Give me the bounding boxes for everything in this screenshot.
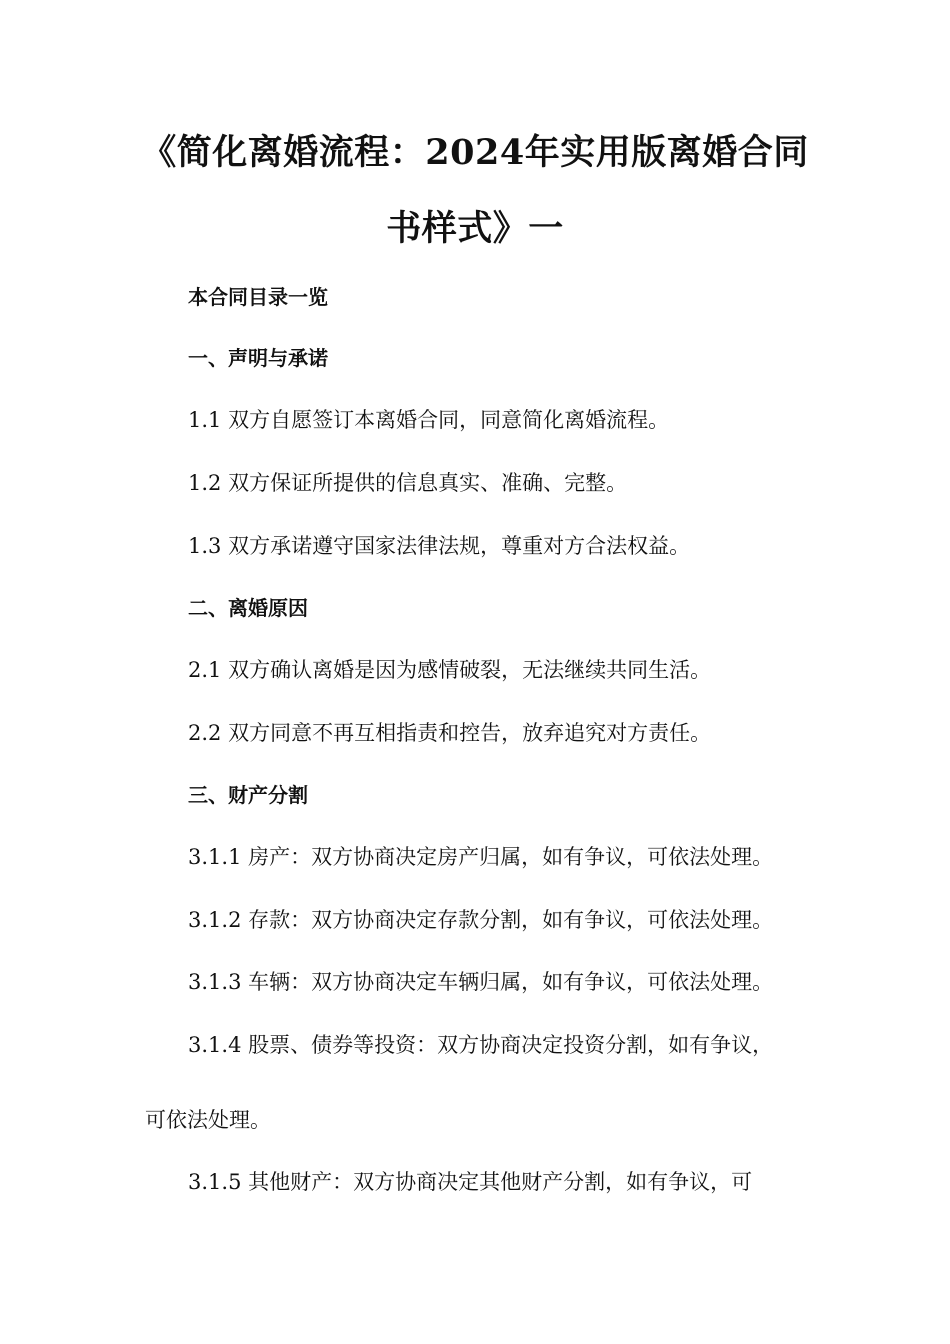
clause-1-3: 1.3 双方承诺遵守国家法律法规，尊重对方合法权益。 — [188, 534, 691, 558]
toc-heading: 本合同目录一览 — [188, 285, 328, 309]
section-2-heading: 二、离婚原因 — [188, 596, 308, 620]
document-title-line-2: 书样式》一 — [386, 208, 564, 249]
clause-3-1-4-continuation: 可依法处理。 — [145, 1108, 271, 1132]
clause-3-1-2: 3.1.2 存款：双方协商决定存款分割，如有争议，可依法处理。 — [188, 908, 774, 932]
clause-3-1-1: 3.1.1 房产：双方协商决定房产归属，如有争议，可依法处理。 — [188, 845, 774, 869]
clause-1-1: 1.1 双方自愿签订本离婚合同，同意简化离婚流程。 — [188, 408, 670, 432]
clause-3-1-5: 3.1.5 其他财产：双方协商决定其他财产分割，如有争议，可 — [188, 1170, 753, 1194]
section-1-heading: 一、声明与承诺 — [188, 346, 328, 370]
clause-3-1-3: 3.1.3 车辆：双方协商决定车辆归属，如有争议，可依法处理。 — [188, 970, 774, 994]
clause-2-1: 2.1 双方确认离婚是因为感情破裂，无法继续共同生活。 — [188, 658, 712, 682]
clause-1-2: 1.2 双方保证所提供的信息真实、准确、完整。 — [188, 471, 628, 495]
clause-3-1-4: 3.1.4 股票、债券等投资：双方协商决定投资分割，如有争议， — [188, 1033, 774, 1057]
document-title-line-1: 《简化离婚流程：2024年实用版离婚合同 — [141, 132, 809, 173]
section-3-heading: 三、财产分割 — [188, 783, 308, 807]
clause-2-2: 2.2 双方同意不再互相指责和控告，放弃追究对方责任。 — [188, 721, 712, 745]
